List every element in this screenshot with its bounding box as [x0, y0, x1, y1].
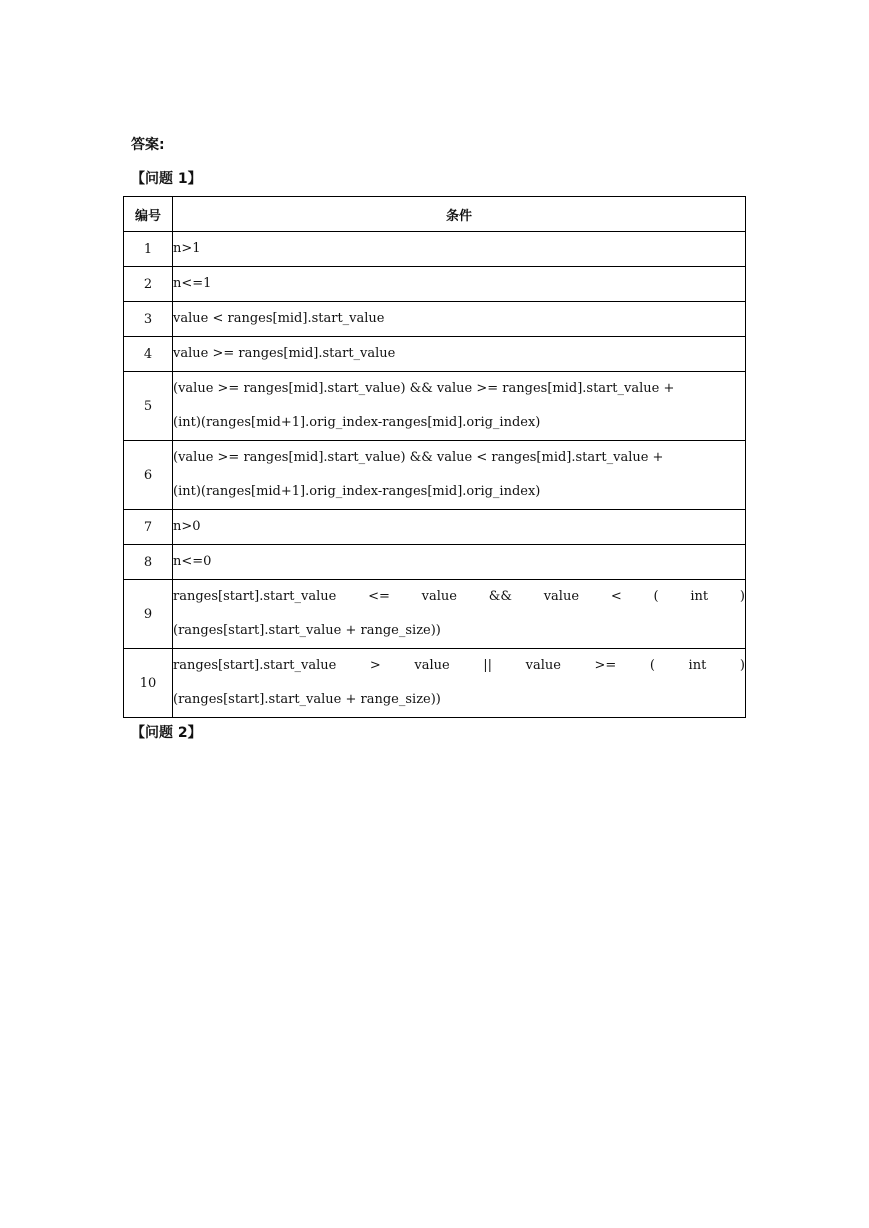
row-condition: [173, 510, 746, 545]
row-condition: [173, 580, 746, 649]
table-row: [124, 441, 746, 510]
table-row: [124, 232, 746, 267]
condition-token: &&: [488, 589, 512, 604]
condition-token: >=: [594, 658, 617, 673]
condition-token: value: [543, 589, 580, 604]
condition-token: <=: [368, 589, 390, 604]
table-header-row: [124, 197, 746, 232]
row-number: 10: [124, 649, 173, 718]
condition-line-justified: [173, 649, 745, 683]
header-number: 编号: [124, 197, 173, 232]
row-condition: [173, 232, 746, 267]
table-row: [124, 267, 746, 302]
condition-token: ): [739, 589, 745, 604]
row-number: 4: [124, 337, 173, 372]
condition-token: <: [610, 589, 622, 604]
row-number: 7: [124, 510, 173, 545]
row-condition: [173, 372, 746, 441]
row-number: 3: [124, 302, 173, 337]
table-row: [124, 649, 746, 718]
table-row: [124, 580, 746, 649]
condition-token: ||: [483, 658, 493, 673]
condition-line: n<=1: [173, 276, 212, 291]
condition-token: ranges[start].start_value: [173, 589, 337, 604]
condition-token: int: [688, 658, 707, 673]
condition-line: (ranges[start].start_value + range_size)): [173, 623, 441, 638]
condition-line: (value >= ranges[mid].start_value) && value < ranges[mid].start_value +: [173, 450, 664, 465]
condition-line: (int)(ranges[mid+1].orig_index-ranges[mid].orig_index): [173, 484, 541, 499]
row-number: 6: [124, 441, 173, 510]
condition-token: int: [690, 589, 709, 604]
row-condition: [173, 337, 746, 372]
condition-line-justified: [173, 580, 745, 614]
table-row: [124, 545, 746, 580]
row-number: 9: [124, 580, 173, 649]
condition-line: value < ranges[mid].start_value: [173, 311, 385, 326]
condition-token: >: [369, 658, 381, 673]
row-condition: [173, 649, 746, 718]
question-2-heading: 【问题 2】: [131, 725, 202, 741]
condition-line: (value >= ranges[mid].start_value) && value >= ranges[mid].start_value +: [173, 381, 675, 396]
condition-line: n>0: [173, 519, 201, 534]
row-condition: [173, 302, 746, 337]
table-row: [124, 302, 746, 337]
row-number: 8: [124, 545, 173, 580]
row-number: 2: [124, 267, 173, 302]
table-row: [124, 510, 746, 545]
table-row: [124, 337, 746, 372]
condition-token: ): [739, 658, 745, 673]
condition-token: ranges[start].start_value: [173, 658, 337, 673]
condition-line: (int)(ranges[mid+1].orig_index-ranges[mid].orig_index): [173, 415, 541, 430]
row-number: 5: [124, 372, 173, 441]
row-condition: [173, 267, 746, 302]
condition-token: (: [653, 589, 659, 604]
row-condition: [173, 441, 746, 510]
row-condition: [173, 545, 746, 580]
condition-line: (ranges[start].start_value + range_size)): [173, 692, 441, 707]
condition-token: value: [414, 658, 450, 673]
condition-token: value: [525, 658, 561, 673]
condition-line: n>1: [173, 241, 201, 256]
table-row: [124, 372, 746, 441]
condition-token: value: [421, 589, 457, 604]
answer-table: [123, 196, 746, 718]
condition-token: (: [649, 658, 655, 673]
row-number: 1: [124, 232, 173, 267]
answer-heading: 答案:: [131, 137, 165, 153]
condition-line: n<=0: [173, 554, 212, 569]
condition-line: value >= ranges[mid].start_value: [173, 346, 396, 361]
question-1-heading: 【问题 1】: [131, 171, 202, 187]
header-condition: 条件: [173, 197, 746, 232]
